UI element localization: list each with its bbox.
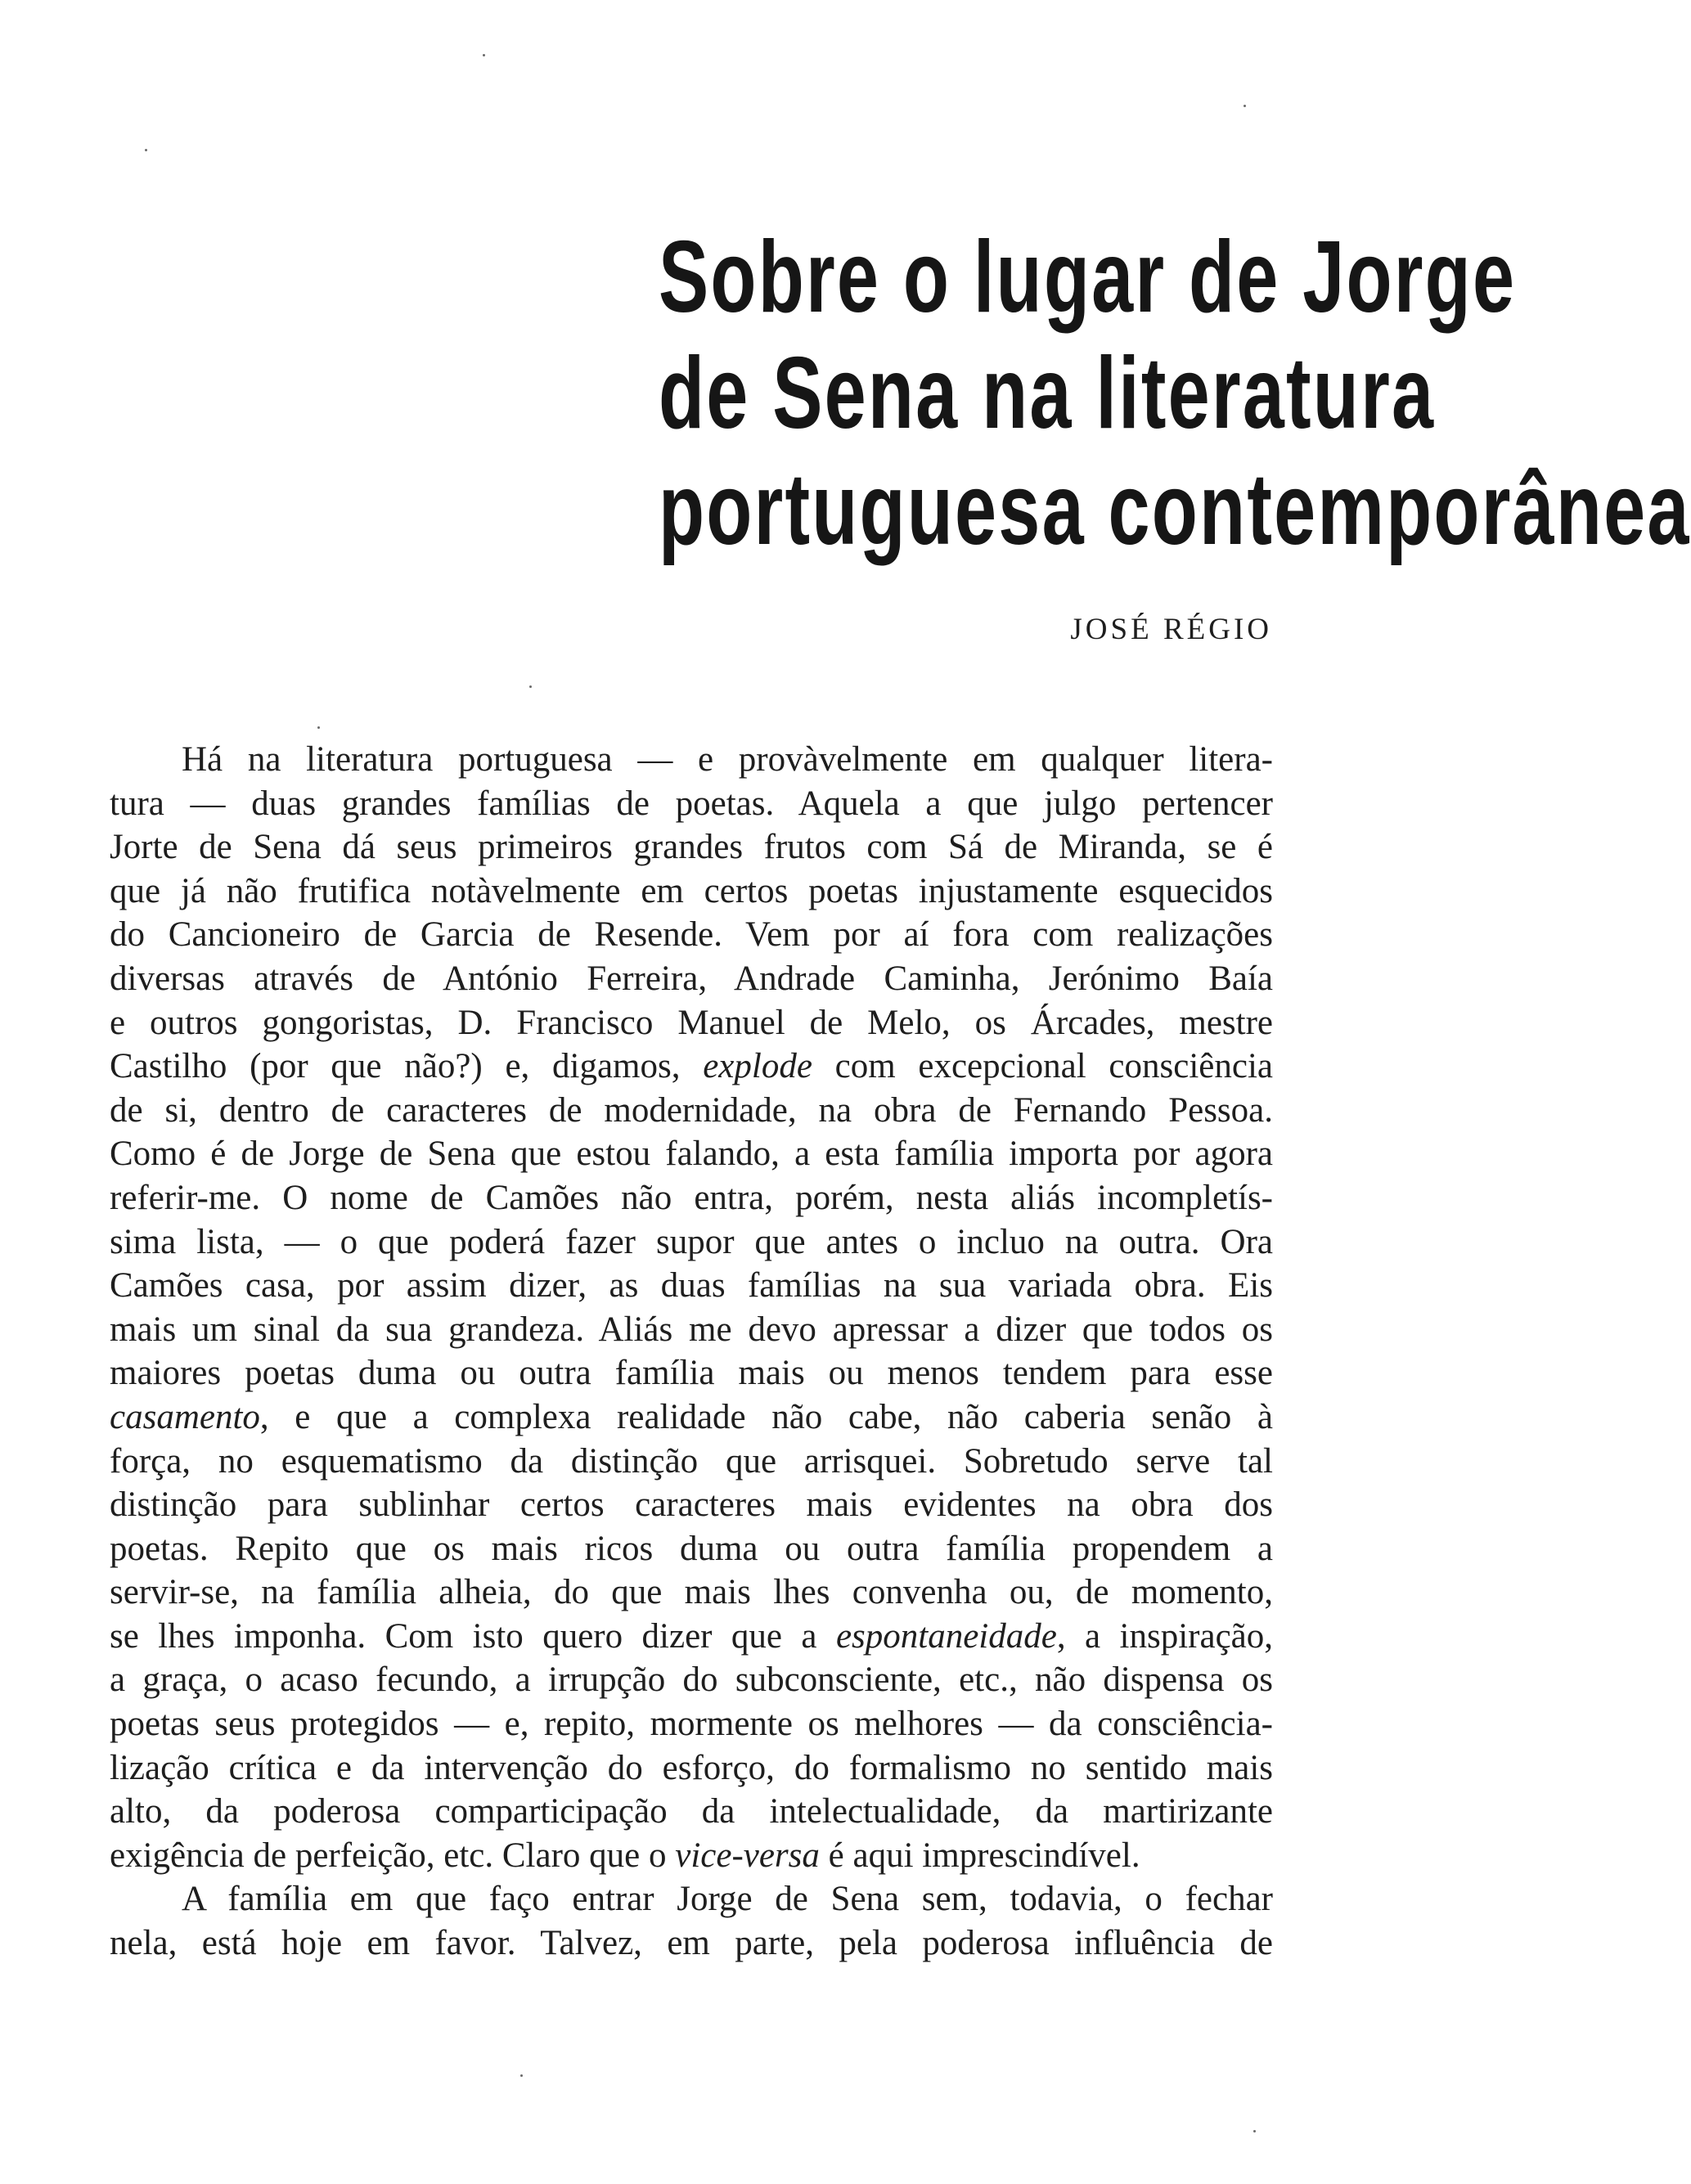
- body-line: alto, da poderosa comparticipação da intelectualidade, da martirizante: [110, 1792, 1273, 1831]
- body-line: lização crítica e da intervenção do esforço, do formalismo no sentido mais: [110, 1748, 1273, 1787]
- body-line: e outros gongoristas, D. Francisco Manuel de Melo, os Árcades, mestre: [110, 1003, 1273, 1042]
- scan-speck: [317, 726, 320, 729]
- body-line: de si, dentro de caracteres de modernidade, na obra de Fernando Pessoa.: [110, 1090, 1273, 1130]
- body-line: poetas seus protegidos — e, repito, mormente os melhores — da consciência-: [110, 1705, 1273, 1744]
- body-line: [110, 1615, 1273, 1659]
- body-text-run: , e que a complexa realidade não cabe, não caberia senão à: [259, 1397, 1273, 1436]
- body-line: referir-me. O nome de Camões não entra, porém, nesta aliás incompletís-: [110, 1178, 1273, 1217]
- body-line: nela, está hoje em favor. Talvez, em parte, pela poderosa influência de: [110, 1924, 1273, 1963]
- author-name: JOSÉ RÉGIO: [1070, 613, 1272, 646]
- body-line: Como é de Jorge de Sena que estou falando, a esta família importa por agora: [110, 1135, 1273, 1174]
- body-line: sima lista, — o que poderá fazer supor que antes o incluo na outra. Ora: [110, 1222, 1273, 1261]
- article-title: [659, 219, 1691, 568]
- emphasis-text: espontaneidade: [835, 1616, 1057, 1656]
- body-text-run: é aqui imprescindível.: [819, 1836, 1140, 1875]
- emphasis-text: vice-versa: [675, 1836, 820, 1875]
- body-line: poetas. Repito que os mais ricos duma ou outra família propendem a: [110, 1529, 1273, 1568]
- emphasis-text: explode: [703, 1047, 812, 1086]
- body-text-run: se lhes imponha. Com isto quero dizer que a: [110, 1616, 836, 1656]
- body-line: a graça, o acaso fecundo, a irrupção do subconsciente, etc., não dispensa os: [110, 1660, 1273, 1700]
- body-line: força, no esquematismo da distinção que arrisquei. Sobretudo serve tal: [110, 1441, 1273, 1481]
- body-text-run: Castilho (por que não?) e, digamos,: [110, 1047, 704, 1086]
- scan-speck: [520, 2074, 523, 2077]
- body-line: diversas através de António Ferreira, Andrade Caminha, Jerónimo Baía: [110, 959, 1273, 998]
- emphasis-text: casamento: [110, 1397, 260, 1436]
- title-line-3: portuguesa contemporânea: [659, 453, 1691, 566]
- title-line-2: de Sena na literatura: [659, 337, 1436, 450]
- body-line: mais um sinal da sua grandeza. Aliás me devo apressar a dizer que todos os: [110, 1310, 1273, 1349]
- body-line: [110, 1045, 1273, 1089]
- scan-speck: [1244, 105, 1246, 107]
- scan-speck: [1253, 2130, 1256, 2132]
- body-line: tura — duas grandes famílias de poetas. Aquela a que julgo pertencer: [110, 784, 1273, 823]
- body-line: [110, 1395, 1273, 1440]
- article-body: [110, 738, 1273, 1966]
- title-line-1: Sobre o lugar de Jorge: [659, 221, 1517, 334]
- body-line: A família em que faço entrar Jorge de Sena sem, todavia, o fechar: [182, 1880, 1273, 1919]
- body-line: [110, 1834, 1273, 1878]
- body-line: Camões casa, por assim dizer, as duas famílias na sua variada obra. Eis: [110, 1266, 1273, 1305]
- scan-speck: [145, 149, 147, 151]
- body-line: Há na literatura portuguesa — e provàvelmente em qualquer litera-: [182, 740, 1273, 779]
- body-text-run: com excepcional consciência: [812, 1047, 1273, 1086]
- body-line: que já não frutifica notàvelmente em certos poetas injustamente esquecidos: [110, 871, 1273, 910]
- scan-speck: [483, 54, 485, 56]
- body-line: maiores poetas duma ou outra família mais ou menos tendem para esse: [110, 1354, 1273, 1393]
- body-line: Jorte de Sena dá seus primeiros grandes frutos com Sá de Miranda, se é: [110, 828, 1273, 867]
- body-line: distinção para sublinhar certos caracteres mais evidentes na obra dos: [110, 1485, 1273, 1525]
- body-line: servir-se, na família alheia, do que mais lhes convenha ou, de momento,: [110, 1573, 1273, 1612]
- body-text-run: exigência de perfeição, etc. Claro que o: [110, 1836, 676, 1875]
- body-line: do Cancioneiro de Garcia de Resende. Vem por aí fora com realizações: [110, 915, 1273, 955]
- body-text-run: , a inspiração,: [1056, 1616, 1273, 1656]
- scan-speck: [529, 685, 532, 688]
